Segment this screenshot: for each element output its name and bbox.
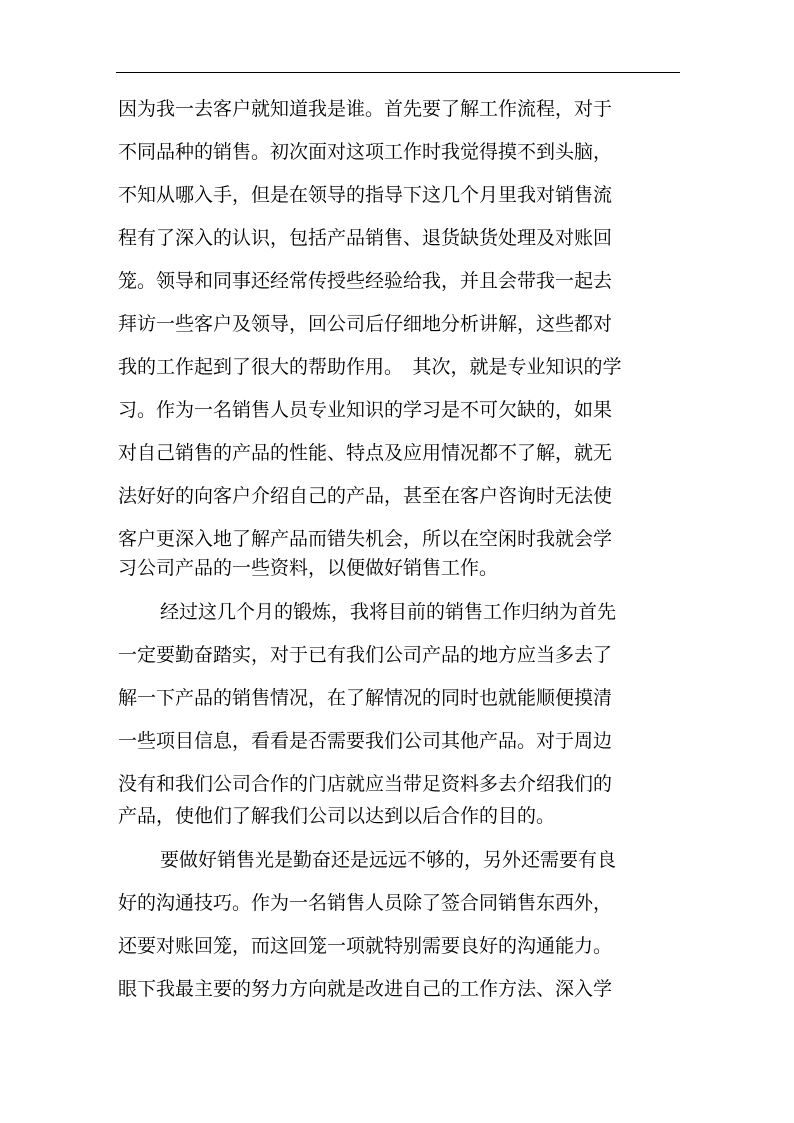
text-line: 对自己销售的产品的性能、特点及应用情况都不了解，就无 bbox=[118, 442, 613, 464]
text-line: 要做好销售光是勤奋还是远远不够的，另外还需要有良 bbox=[160, 849, 617, 871]
text-line: 产品，使他们了解我们公司以达到以后合作的目的。 bbox=[118, 805, 556, 827]
text-line: 没有和我们公司合作的门店就应当带足资料多去介绍我们的 bbox=[118, 773, 613, 795]
text-line: 我的工作起到了很大的帮助作用。 其次，就是专业知识的学 bbox=[118, 356, 622, 378]
text-line: 一些项目信息，看看是否需要我们公司其他产品。对于周边 bbox=[118, 730, 613, 752]
text-line: 因为我一去客户就知道我是谁。首先要了解工作流程，对于 bbox=[118, 98, 613, 120]
text-line: 法好好的向客户介绍自己的产品，甚至在客户咨询时无法使 bbox=[118, 485, 613, 507]
text-line: 眼下我最主要的努力方向就是改进自己的工作方法、深入学 bbox=[118, 978, 613, 1000]
text-line: 习。作为一名销售人员专业知识的学习是不可欠缺的，如果 bbox=[118, 399, 613, 421]
text-line: 拜访一些客户及领导，回公司后仔细地分析讲解，这些都对 bbox=[118, 313, 613, 335]
text-line: 还要对账回笼，而这回笼一项就特别需要良好的沟通能力。 bbox=[118, 935, 613, 957]
text-line: 习公司产品的一些资料，以便做好销售工作。 bbox=[118, 557, 499, 579]
text-line: 解一下产品的销售情况，在了解情况的同时也就能顺便摸清 bbox=[118, 687, 613, 709]
text-line: 客户更深入地了解产品而错失机会，所以在空闲时我就会学 bbox=[118, 528, 613, 550]
text-line: 笼。领导和同事还经常传授些经验给我，并且会带我一起去 bbox=[118, 270, 613, 292]
text-line: 好的沟通技巧。作为一名销售人员除了签合同销售东西外， bbox=[118, 892, 613, 914]
header-rule bbox=[116, 72, 680, 73]
text-line: 一定要勤奋踏实，对于已有我们公司产品的地方应当多去了 bbox=[118, 644, 613, 666]
text-line: 不知从哪入手，但是在领导的指导下这几个月里我对销售流 bbox=[118, 184, 613, 206]
text-line: 不同品种的销售。初次面对这项工作时我觉得摸不到头脑， bbox=[118, 141, 613, 163]
text-line: 程有了深入的认识，包括产品销售、退货缺货处理及对账回 bbox=[118, 227, 613, 249]
text-line: 经过这几个月的锻炼，我将目前的销售工作归纳为首先 bbox=[160, 601, 617, 623]
